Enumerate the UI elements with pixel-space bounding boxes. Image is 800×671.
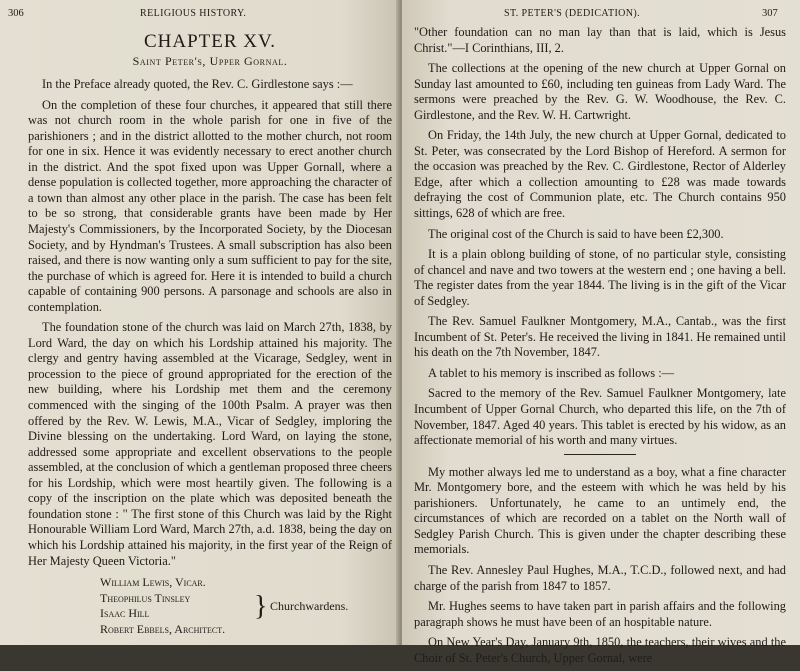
paragraph: My mother always led me to understand as a boy, what a fine character Mr. Montgomery bore, and the esteem with which he was held by his parishioners. Unfortunately, he came to an untimely end, the circumstances of which are recorded on a tablet on the North wall of Sedgley Parish Church. This is given under the chapter describing these memorials. xyxy=(414,464,786,557)
right-text-block xyxy=(414,25,786,671)
paragraph: The collections at the opening of the new church at Upper Gornal on Sunday last amounted to £60, including ten guineas from Lady Ward. The sermons were preached by the Rev. G. W. Woodhouse, the Rev. C. Girdlestone, and the Rev. W. H. Cartwright. xyxy=(414,61,786,122)
section-divider xyxy=(564,454,636,455)
paragraph: Sacred to the memory of the Rev. Samuel Faulkner Montgomery, late Incumbent of Upper Gornal Church, who departed this life, on the 7th of November, 1847. Aged 40 years. This tablet is erected by his widow, as an affectionate memorial of his worth and many virtues. xyxy=(414,386,786,448)
paragraph: Mr. Hughes seems to have taken part in parish affairs and the following paragraph shows he must have been of an hospitable nature. xyxy=(414,599,786,629)
signatory-warden: Theophilus Tinsley xyxy=(100,591,191,606)
paragraph: It is a plain oblong building of stone, of no particular style, consisting of chancel and nave and two towers at the western end ; one having a bell. The register dates from the year 1844. The living is in the gift of the Vicar of Sedgley. xyxy=(414,247,786,308)
paragraph: The original cost of the Church is said to have been £2,300. xyxy=(428,226,724,241)
churchwardens-label: Churchwardens. xyxy=(270,599,349,614)
section-title: Saint Peter's, Upper Gornal. xyxy=(132,53,288,68)
brace-icon: } xyxy=(254,591,268,623)
chapter-title: CHAPTER XV. xyxy=(143,31,277,52)
paragraph: On the completion of these four churches, it appeared that still there was not church room in the whole parish for one in five of the parishioners ; and in the district allotted to the mother church, not room for one in six. Hence it was evidently necessary to erect another church in the district. And the spot fixed upon was Upper Gornall, where a dense population is collected together, more approaching the character of a town than almost any other place in the parish. The case has been felt to be so strong, that considerable grants have been made by Her Majesty's Commissioners, by the Incorporated Society, by the Diocesan Society, and by Hyndman's Trustees. A small subscription has also been raised, and there is now wanting only a sum sufficient to pay for the site, the purchase of which is agreed for. Here it is intended to build a church capable of containing 900 persons. A parsonage and schools are also in contemplation. xyxy=(28,97,392,314)
left-text-block xyxy=(28,28,392,639)
left-page-number: 306 xyxy=(8,8,24,19)
paragraph: On New Year's Day, January 9th, 1850, the teachers, their wives and the Choir of St. Peter's Church, Upper Gornal, were xyxy=(414,635,786,665)
signatory-warden: Isaac Hill xyxy=(100,606,150,621)
left-running-head: RELIGIOUS HISTORY. xyxy=(140,8,247,19)
paragraph: The Rev. Samuel Faulkner Montgomery, M.A., Cantab., was the first Incumbent of St. Peter's. He received the living in 1841. He remained until his death on the 7th November, 1847. xyxy=(414,314,786,360)
right-page xyxy=(402,0,800,665)
paragraph: A tablet to his memory is inscribed as follows :— xyxy=(428,365,675,380)
left-page xyxy=(0,0,402,645)
paragraph: "Other foundation can no man lay than that is laid, which is Jesus Christ."—I Corinthians, III, 2. xyxy=(414,25,786,55)
paragraph: The foundation stone of the church was laid on March 27th, 1838, by Lord Ward, the day on which his Lordship attained his majority. The clergy and gentry having assembled at the Vicarage, Sedgley, went in procession to the piece of ground appropriated for the erection of the new building, where his Lordship met them and the ceremony commenced with the singing of the 100th Psalm. A prayer was then offered by the Rev. W. Lewis, M.A., Vicar of Sedgley, imploring the Divine blessing on the undertaking. Lord Ward, on laying the stone, addressed some appropriate and excellent observations to the people assembled, at the conclusion of which a gentleman proposed three cheers for his Lordship, which were most heartily given. The following is a copy of the inscription on the plate which was deposited beneath the foundation stone : " The first stone of this Church was laid by the Right Honourable William Lord Ward, March 27th, a.d. 1838, being the day on which his Lordship attained his majority, in the first year of the Reign of Her Majesty Queen Victoria." xyxy=(28,320,392,568)
right-running-head: ST. PETER'S (DEDICATION). xyxy=(504,8,641,19)
paragraph: The Rev. Annesley Paul Hughes, M.A., T.C.D., followed next, and had charge of the parish from 1847 to 1857. xyxy=(414,562,786,593)
paragraph: In the Preface already quoted, the Rev. C. Girdlestone says :— xyxy=(42,77,353,92)
paragraph: On Friday, the 14th July, the new church at Upper Gornal, dedicated to St. Peter, was consecrated by the Lord Bishop of Hereford. A sermon for the occasion was preached by the Rev. C. Girdlestone, Rector of Alderley Edge, after which a collection amounting to £28 was made towards defraying the cost of Communion plate, etc. The Church contains 950 sittings, 628 of which are free. xyxy=(414,128,786,221)
signatory-vicar: William Lewis, Vicar. xyxy=(100,575,206,590)
right-page-number: 307 xyxy=(762,8,778,19)
signatories xyxy=(28,575,392,639)
signatory-architect: Robert Ebbels, Architect. xyxy=(100,622,226,637)
